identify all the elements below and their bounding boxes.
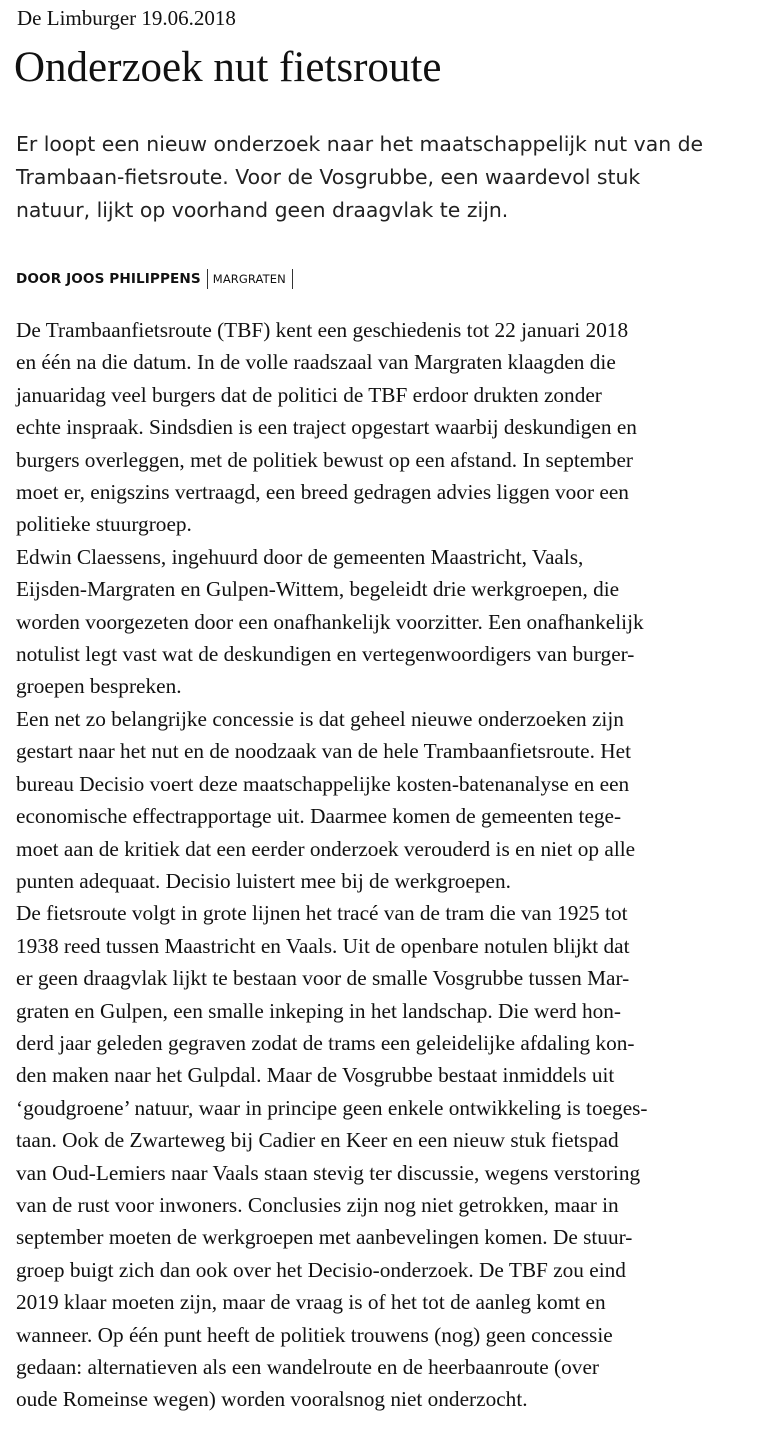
body-line: bureau Decisio voert deze maatschappelijke kosten-batenanalyse en een (16, 771, 630, 796)
byline-place: MARGRATEN (212, 272, 286, 286)
body-line: 1938 reed tussen Maastricht en Vaals. Uit de openbare notulen blijkt dat (16, 933, 630, 958)
body-line: Een net zo belangrijke concessie is dat geheel nieuwe onderzoeken zijn (16, 706, 624, 731)
body-line: derd jaar geleden gegraven zodat de trams een geleidelijke afdaling kon- (16, 1030, 635, 1055)
body-line: moet er, enigszins vertraagd, een breed gedragen advies liggen voor een (16, 480, 629, 505)
body-line: ‘goudgroene’ natuur, waar in principe geen enkele ontwikkeling is toeges- (16, 1095, 648, 1120)
body-line: en één na die datum. In de volle raadszaal van Margraten klaagden die (16, 350, 616, 375)
body-line: moet aan de kritiek dat een eerder onderzoek verouderd is en niet op alle (16, 836, 636, 861)
body-line: punten adequaat. Decisio luistert mee bij de werkgroepen. (16, 868, 511, 893)
newspaper-source-date: De Limburger 19.06.2018 (17, 6, 236, 30)
byline (16, 269, 298, 289)
body-line: 2019 klaar moeten zijn, maar de vraag is of het tot de aanleg komt en (16, 1290, 606, 1315)
body-line: worden voorgezeten door een onafhankelijk voorzitter. Een onafhankelijk (16, 609, 644, 634)
body-line: De fietsroute volgt in grote lijnen het tracé van de tram die van 1925 tot (16, 901, 628, 926)
article-lead (16, 128, 756, 227)
lead-line: Er loopt een nieuw onderzoek naar het maatschappelijk nut van de (16, 132, 704, 156)
byline-divider (292, 269, 293, 289)
body-line: echte inspraak. Sindsdien is een traject opgestart waarbij deskundigen en (16, 415, 637, 440)
body-line: politieke stuurgroep. (16, 512, 192, 537)
body-line: taan. Ook de Zwarteweg bij Cadier en Keer en een nieuw stuk fietspad (16, 1128, 619, 1153)
body-line: gedaan: alternatieven als een wandelroute en de heerbaanroute (over (16, 1355, 599, 1379)
lead-line: Trambaan-fietsroute. Voor de Vosgrubbe, een waardevol stuk (16, 165, 641, 189)
body-line: van de rust voor inwoners. Conclusies zijn nog niet getrokken, maar in (16, 1192, 619, 1217)
body-line: economische effectrapportage uit. Daarmee komen de gemeenten tege- (16, 804, 622, 829)
body-line: oude Romeinse wegen) worden vooralsnog niet onderzocht. (16, 1387, 528, 1412)
body-line: er geen draagvlak lijkt te bestaan voor de smalle Vosgrubbe tussen Mar- (16, 966, 630, 991)
body-line: den maken naar het Gulpdal. Maar de Vosgrubbe bestaat inmiddels uit (16, 1063, 615, 1088)
body-line: september moeten de werkgroepen met aanbevelingen komen. De stuur- (16, 1225, 633, 1250)
body-line: notulist legt vast wat de deskundigen en vertegenwoordigers van burger- (16, 642, 635, 667)
article-body (16, 314, 761, 1416)
article-headline: Onderzoek nut fietsroute (14, 44, 442, 91)
lead-line: natuur, lijkt op voorhand geen draagvlak te zijn. (16, 198, 509, 222)
byline-divider (207, 269, 208, 289)
body-line: burgers overleggen, met de politiek bewust op een afstand. In september (16, 447, 634, 472)
body-line: graten en Gulpen, een smalle inkeping in het landschap. Die werd hon- (16, 998, 621, 1023)
body-line: De Trambaanfietsroute (TBF) kent een geschiedenis tot 22 januari 2018 (16, 318, 629, 342)
body-line: groepen bespreken. (16, 674, 182, 699)
body-line: januaridag veel burgers dat de politici de TBF erdoor drukten zonder (16, 382, 602, 407)
body-line: Edwin Claessens, ingehuurd door de gemeenten Maastricht, Vaals, (16, 544, 584, 569)
body-line: groep buigt zich dan ook over het Decisio-onderzoek. De TBF zou eind (16, 1257, 626, 1282)
byline-author: DOOR JOOS PHILIPPENS (16, 271, 201, 287)
body-line: wanneer. Op één punt heeft de politiek trouwens (nog) geen concessie (16, 1322, 613, 1347)
body-line: Eijsden-Margraten en Gulpen-Wittem, begeleidt drie werkgroepen, die (16, 577, 620, 602)
body-line: gestart naar het nut en de noodzaak van de hele Trambaanfietsroute. Het (16, 739, 632, 764)
body-line: van Oud-Lemiers naar Vaals staan stevig ter discussie, wegens verstoring (16, 1160, 641, 1185)
